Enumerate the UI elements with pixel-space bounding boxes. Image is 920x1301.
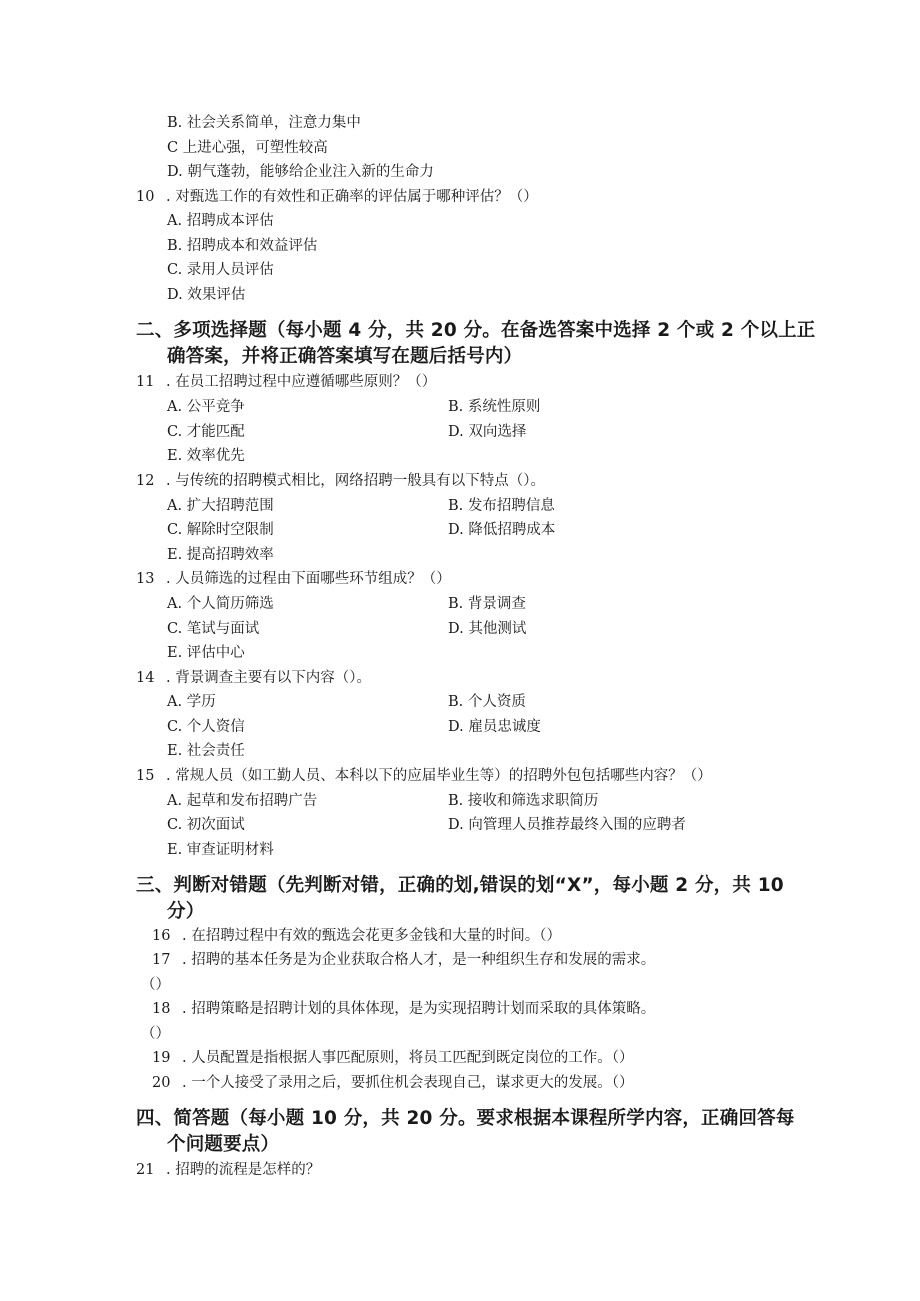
option-c: C. 录用人员评估 <box>167 262 274 278</box>
option-c: C. 个人资信 <box>167 719 245 735</box>
question-number: 10 <box>136 189 155 205</box>
section-heading-2: 二、多项选择题（每小题 4 分，共 20 分。在备选答案中选择 2 个或 2 个以上正 <box>136 320 816 341</box>
question-12 <box>136 471 545 491</box>
option-b: B. 接收和筛选求职简历 <box>448 793 599 809</box>
option-a: A. 个人简历筛选 <box>167 596 274 612</box>
option-d: D. 朝气蓬勃，能够给企业注入新的生命力 <box>167 164 434 180</box>
question-number: 18 <box>152 1001 171 1017</box>
option-b: B. 发布招聘信息 <box>448 498 555 514</box>
question-text: . 常规人员（如工勤人员、本科以下的应届毕业生等）的招聘外包包括哪些内容？（） <box>166 768 712 784</box>
option-e: E. 效率优先 <box>167 448 245 464</box>
option-d: D. 雇员忠诚度 <box>448 719 541 735</box>
question-number: 20 <box>152 1075 171 1091</box>
option-c: C. 解除时空限制 <box>167 522 274 538</box>
question-number: 14 <box>136 670 155 686</box>
option-b: B. 个人资质 <box>448 694 526 710</box>
question-17 <box>152 950 655 970</box>
option-b: B. 背景调查 <box>448 596 526 612</box>
question-number: 15 <box>136 768 155 784</box>
section-heading-4-cont: 个问题要点） <box>167 1134 280 1155</box>
question-text: . 招聘的基本任务是为企业获取合格人才，是一种组织生存和发展的需求。 <box>182 952 656 968</box>
question-text: . 在招聘过程中有效的甄选会花更多金钱和大量的时间。（） <box>182 928 561 944</box>
question-number: 16 <box>152 928 171 944</box>
question-text: . 人员筛选的过程由下面哪些环节组成？（） <box>166 571 451 587</box>
question-number: 19 <box>152 1050 171 1066</box>
question-number: 17 <box>152 952 171 968</box>
question-11 <box>136 372 436 392</box>
option-e: E. 评估中心 <box>167 645 245 661</box>
section-heading-3-cont: 分） <box>167 901 205 922</box>
question-10 <box>136 187 538 207</box>
question-19 <box>152 1048 633 1068</box>
option-a: A. 公平竞争 <box>167 399 245 415</box>
question-20 <box>152 1073 633 1093</box>
option-a: A. 起草和发布招聘广告 <box>167 793 318 809</box>
option-d: D. 降低招聘成本 <box>448 522 556 538</box>
question-14 <box>136 668 371 688</box>
option-a: A. 扩大招聘范围 <box>167 498 274 514</box>
option-c: C. 才能匹配 <box>167 424 245 440</box>
question-16 <box>152 926 561 946</box>
option-e: E. 社会责任 <box>167 743 245 759</box>
question-13 <box>136 569 451 589</box>
question-text: . 招聘的流程是怎样的？ <box>166 1162 321 1178</box>
question-15 <box>136 766 712 786</box>
option-e: E. 审查证明材料 <box>167 842 274 858</box>
question-text: . 对甄选工作的有效性和正确率的评估属于哪种评估？（） <box>166 189 538 205</box>
question-number: 13 <box>136 571 155 587</box>
question-text: . 招聘策略是招聘计划的具体体现，是为实现招聘计划而采取的具体策略。 <box>182 1001 656 1017</box>
question-21 <box>136 1160 320 1180</box>
question-number: 12 <box>136 473 155 489</box>
answer-brackets: （） <box>141 1026 170 1042</box>
section-heading-2-cont: 确答案，并将正确答案填写在题后括号内） <box>167 346 523 367</box>
option-d: D. 效果评估 <box>167 287 246 303</box>
question-text: . 与传统的招聘模式相比，网络招聘一般具有以下特点（）。 <box>166 473 545 489</box>
section-heading-4: 四、简答题（每小题 10 分，共 20 分。要求根据本课程所学内容，正确回答每 <box>136 1108 795 1129</box>
option-b: B. 系统性原则 <box>448 399 541 415</box>
option-a: A. 学历 <box>167 694 216 710</box>
question-18 <box>152 999 655 1019</box>
answer-brackets: （） <box>141 977 170 993</box>
question-number: 11 <box>136 374 155 390</box>
option-d: D. 双向选择 <box>448 424 527 440</box>
option-d: D. 向管理人员推荐最终入围的应聘者 <box>448 817 686 833</box>
option-d: D. 其他测试 <box>448 621 527 637</box>
question-text: . 在员工招聘过程中应遵循哪些原则？（） <box>166 374 437 390</box>
question-text: . 背景调查主要有以下内容（）。 <box>166 670 371 686</box>
section-heading-3: 三、判断对错题（先判断对错，正确的划,错误的划“X”，每小题 2 分，共 10 <box>136 875 784 896</box>
option-e: E. 提高招聘效率 <box>167 547 274 563</box>
option-a: A. 招聘成本评估 <box>167 213 274 229</box>
option-b: B. 社会关系简单，注意力集中 <box>167 115 361 131</box>
option-b: B. 招聘成本和效益评估 <box>167 238 318 254</box>
option-c: C 上进心强，可塑性较高 <box>167 140 328 156</box>
option-c: C. 初次面试 <box>167 817 245 833</box>
option-c: C. 笔试与面试 <box>167 621 260 637</box>
question-text: . 人员配置是指根据人事匹配原则，将员工匹配到既定岗位的工作。（） <box>182 1050 634 1066</box>
question-number: 21 <box>136 1162 155 1178</box>
question-text: . 一个人接受了录用之后，要抓住机会表现自己，谋求更大的发展。（） <box>182 1075 634 1091</box>
